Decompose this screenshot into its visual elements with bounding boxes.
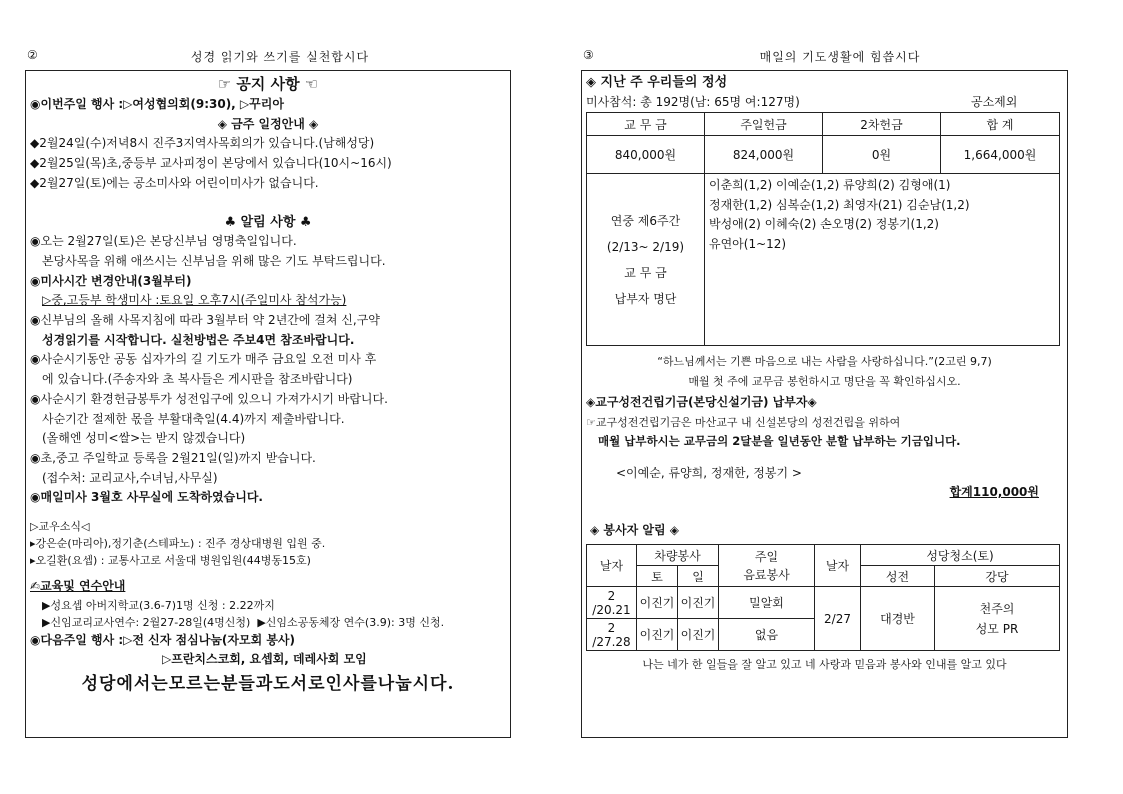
announce-item: (접수처: 교리교사,수녀님,사무실) [42,470,218,485]
table-header: 주일헌금 [705,113,823,136]
attendance-note: 공소제외 [971,94,1018,109]
vol-header-sun: 일 [678,566,719,587]
footer-verse: 나는 네가 한 일들을 잘 알고 있고 네 사랑과 믿음과 봉사와 인내를 알고 있다 [642,658,1007,671]
left-panel [25,70,511,738]
next-week-events-2: ▷프란치스코회, 요셉회, 데레사회 모임 [162,652,367,667]
vol-header-date2: 날자 [815,545,861,587]
vol-header-sanctuary: 성전 [861,566,935,587]
donor-label-line: (2/13~ 2/19) [606,239,685,254]
vol-header-sat: 토 [637,566,678,587]
volunteer-title: ◈ 봉사자 알림 ◈ [590,522,679,537]
table-cell: 824,000원 [705,136,823,174]
announce-item: ◉초,중고 주일학교 등록을 2월21일(일)까지 받습니다. [30,450,316,465]
closing-message: 성당에서는모르는분들과도서로인사를나눕시다. [81,674,455,695]
vol-cell-sun: 이진기 [678,587,719,619]
vol-cell-hall: 천주의 성모 PR [935,587,1060,651]
building-fund-total: 합계110,000원 [949,485,1039,499]
next-week-events: ◉다음주일 행사 :▷전 신자 점심나눔(자모회 봉사) [30,632,296,647]
building-fund-desc: ☞교구성전건립기금은 마산교구 내 신설본당의 성전건립을 위하여 [586,415,901,429]
vol-header-car: 차량봉사 [637,545,719,566]
building-fund-desc-2: 매월 납부하시는 교무금의 2달분을 일년동안 분할 납부하는 기금입니다. [598,434,961,448]
announce-item: 에 있습니다.(주송자와 초 복사들은 게시판을 참조바랍니다) [42,372,353,387]
announce-item: ◉오는 2월27일(토)은 본당신부님 영명축일입니다. [30,234,297,249]
table-cell: 0원 [823,136,941,174]
right-panel [581,70,1068,738]
education-item-b: ▶신임소공동체장 연수(3.9): 3명 신청. [257,615,445,629]
vol-cell-sun: 이진기 [678,619,719,651]
donor-name-line: 정재한(1,2) 심복순(1,2) 최영자(21) 김순남(1,2) [709,197,970,212]
building-fund-title: ◈교구성전건립기금(본당신설기금) 납부자◈ [586,395,817,409]
vol-header-date: 날자 [587,545,637,587]
page-number-right: ③ [583,48,595,62]
schedule-item: ◆2월27일(토)에는 공소미사와 어린이미사가 없습니다. [30,175,319,190]
notice-title: ☞ 공지 사항 ☜ [217,75,319,93]
donor-label [587,174,705,346]
parish-news-item: ▸강은순(마리아),정기춘(스테파노) : 진주 경상대병원 입원 중. [30,537,326,551]
announce-item: 본당사목을 위해 애쓰시는 신부님을 위해 많은 기도 부탁드립니다. [42,253,386,268]
vol-cell-date: 2 /27.28 [587,619,637,651]
parish-news-item: ▸오길환(요셉) : 교통사고로 서울대 병원입원(44병동15호) [30,554,311,568]
week-schedule-title: ◈ 금주 일정안내 ◈ [217,116,319,131]
vol-cell-date: 2 /20.21 [587,587,637,619]
parish-news-title: ▷교우소식◁ [30,520,90,534]
education-item [30,614,506,631]
table-header: 2차헌금 [823,113,941,136]
announce-title: ♣ 알림 사항 ♣ [224,214,312,230]
vol-cell-sat: 이진기 [637,619,678,651]
attendance-row [586,93,1063,113]
offering-reminder: 매월 첫 주에 교무금 봉헌하시고 명단을 꼭 확인하십시오. [688,374,961,388]
vol-header-drink: 주일 음료봉사 [719,545,815,587]
table-header: 합 계 [941,113,1060,136]
donor-label-line: 교 무 금 [624,265,667,280]
donor-label-line: 연중 제6주간 [610,213,681,228]
donor-label-line: 납부자 명단 [614,291,677,306]
announce-item: 성경읽기를 시작합니다. 실천방법은 주보4면 참조바랍니다. [42,332,355,347]
education-title: ✍교육및 연수안내 [30,579,126,594]
page-number-left: ② [27,48,39,62]
donor-name-line: 박성애(2) 이혜숙(2) 손오명(2) 정봉기(1,2) [709,217,939,231]
donor-names [705,174,1060,346]
announce-item: ◉미사시간 변경안내(3월부터) [30,273,192,288]
vol-cell-drink: 밀알회 [719,587,815,619]
vol-header-hall: 강당 [935,566,1060,587]
donor-name-line: 유연아(1~12) [709,236,787,251]
education-item-a: ▶신임교리교사연수: 2월27-28일(4명신청) [42,615,251,629]
vol-cell-drink: 없음 [719,619,815,651]
header-title-left: 성경 읽기와 쓰기를 실천합시다 [190,50,370,64]
header-title-right: 매일의 기도생활에 힘씁시다 [759,50,921,64]
schedule-item: ◆2월25일(목)초,중등부 교사피정이 본당에서 있습니다(10시~16시) [30,156,392,171]
offering-table [586,112,1060,346]
vol-cell-sat: 이진기 [637,587,678,619]
vol-cell-sanctuary: 대경반 [861,587,935,651]
announce-item: ◉사순시기동안 공동 십자가의 길 기도가 매주 금요일 오전 미사 후 [30,352,377,367]
table-cell: 1,664,000원 [941,136,1060,174]
table-header: 교 무 금 [587,113,705,136]
schedule-item: ◆2월24일(수)저녁8시 진주3지역사목회의가 있습니다.(남해성당) [30,136,375,151]
bible-quote: “하느님께서는 기쁜 마음으로 내는 사람을 사랑하십니다.”(2고린 9,7) [657,355,992,368]
attendance: 미사참석: 총 192명(남: 65명 여:127명) [586,94,800,109]
announce-item: ◉매일미사 3월호 사무실에 도착하였습니다. [30,490,263,505]
donor-name-line: 이춘희(1,2) 이예순(1,2) 류양희(2) 김형애(1) [709,178,951,192]
announce-item: ◉사순시기 환경헌금봉투가 성전입구에 있으니 가져가시기 바랍니다. [30,391,388,406]
announce-item: (올해엔 성미<쌀>는 받지 않겠습니다) [42,431,246,446]
volunteer-table [586,544,1060,651]
announce-item: ◉신부님의 올해 사목지침에 따라 3월부터 약 2년간에 걸쳐 신,구약 [30,313,380,328]
announce-item: 사순기간 절제한 몫을 부활대축일(4.4)까지 제출바랍니다. [42,411,345,426]
offering-title: ◈ 지난 주 우리들의 정성 [586,75,728,90]
vol-cell-clean-date: 2/27 [815,587,861,651]
vol-header-clean: 성당청소(토) [861,545,1060,566]
education-item: ▶성요셉 아버지학교(3.6-7)1명 신청 : 2.22까지 [42,598,275,612]
table-cell: 840,000원 [587,136,705,174]
this-week-events: ◉이번주일 행사 :▷여성협의회(9:30), ▷꾸리아 [30,97,284,111]
building-fund-names: <이예순, 류양희, 정재한, 정봉기 > [616,465,802,480]
announce-item: ▷중,고등부 학생미사 :토요일 오후7시(주일미사 참석가능) [42,293,347,308]
